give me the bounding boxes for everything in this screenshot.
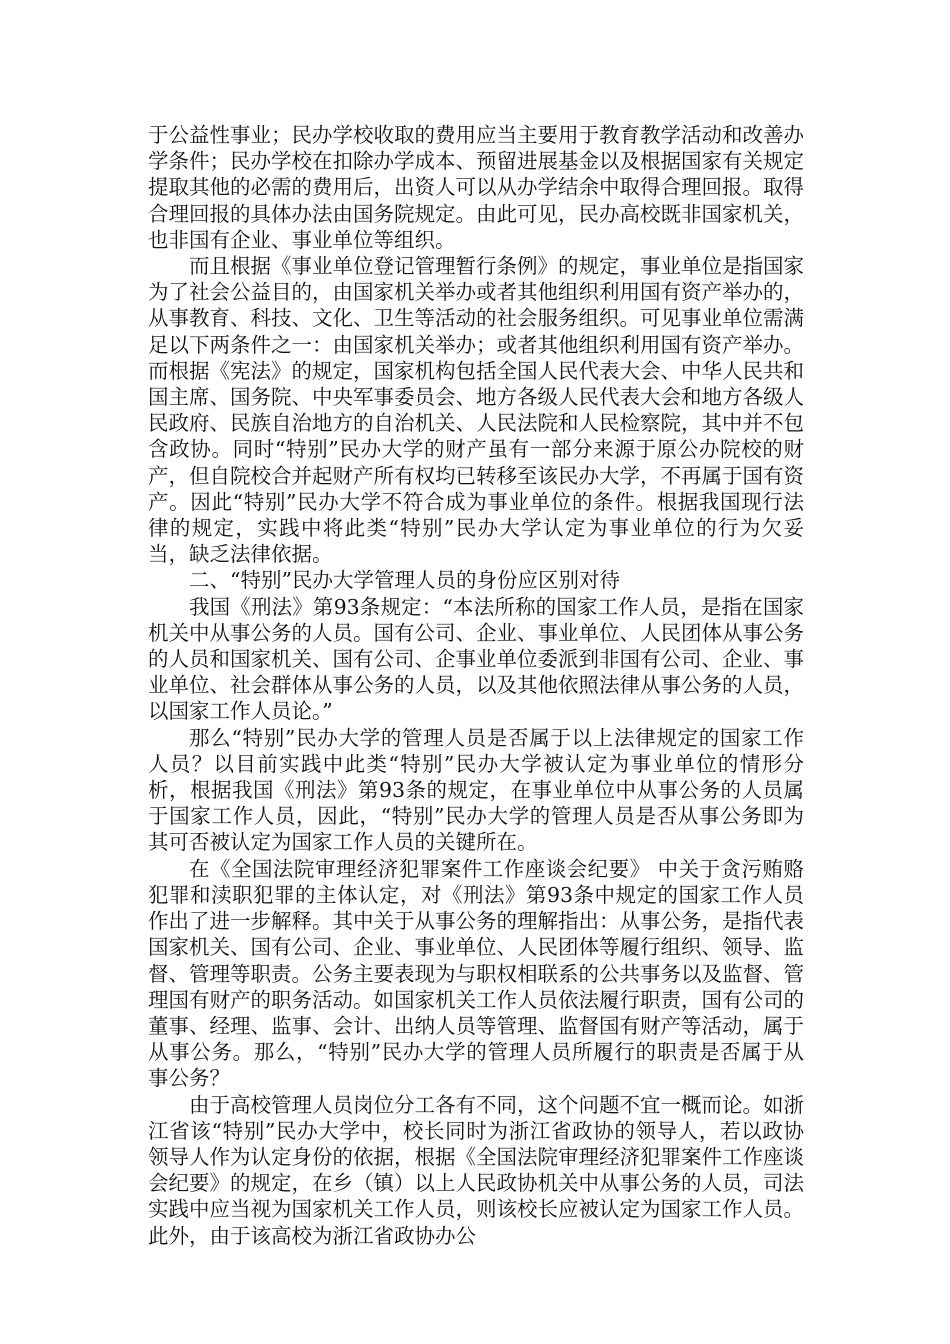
paragraph-6: 由于高校管理人员岗位分工各有不同，这个问题不宜一概而论。如浙江省该“特别”民办大学中，校长同时为浙江省政协的领导人，若以政协领导人作为认定身份的依据，根据《全国法院审理经济犯罪案件工作座谈会纪要》的规定，在乡（镇）以上人民政协机关中从事公务的人员，司法实践中应当视为国家机关工作人员，则该校长应被认定为国家工作人员。此外，由于该高校为浙江省政协办公 (148, 1092, 804, 1248)
paragraph-1: 于公益性事业；民办学校收取的费用应当主要用于教育教学活动和改善办学条件；民办学校在扣除办学成本、预留进展基金以及根据国家有关规定提取其他的必需的费用后，出资人可以从办学结余中取得合理回报。取得合理回报的具体办法由国务院规定。由此可见，民办高校既非国家机关，也非国有企业、事业单位等组织。 (148, 123, 804, 252)
paragraph-5: 在《全国法院审理经济犯罪案件工作座谈会纪要》 中关于贪污贿赂犯罪和渎职犯罪的主体认定，对《刑法》第93条中规定的国家工作人员作出了进一步解释。其中关于从事公务的理解指出：从事公务，是指代表国家机关、国有公司、企业、事业单位、人民团体等履行组织、领导、监督、管理等职责。公务主要表现为与职权相联系的公共事务以及监督、管理国有财产的职务活动。如国家机关工作人员依法履行职责，国有公司的董事、经理、监事、会计、出纳人员等管理、监督国有财产等活动，属于从事公务。那么，“特别”民办大学的管理人员所履行的职责是否属于从事公务？ (148, 856, 804, 1091)
section-heading: 二、“特别”民办大学管理人员的身份应区别对待 (189, 568, 620, 593)
paragraph-2: 而且根据《事业单位登记管理暂行条例》的规定，事业单位是指国家为了社会公益目的，由国家机关举办或者其他组织利用国有资产举办的，从事教育、科技、文化、卫生等活动的社会服务组织。可见事业单位需满足以下两条件之一：由国家机关举办；或者其他组织利用国有资产举办。而根据《宪法》的规定，国家机构包括全国人民代表大会、中华人民共和国主席、国务院、中央军事委员会、地方各级人民代表大会和地方各级人民政府、民族自治地方的自治机关、人民法院和人民检察院，其中并不包含政协。同时“特别”民办大学的财产虽有一部分来源于原公办院校的财产，但自院校合并起财产所有权均已转移至该民办大学，不再属于国有资产。因此“特别”民办大学不符合成为事业单位的条件。根据我国现行法律的规定，实践中将此类“特别”民办大学认定为事业单位的行为欠妥当，缺乏法律依据。 (148, 254, 804, 567)
document-page (148, 122, 804, 1249)
paragraph-3: 我国《刑法》第93条规定：“本法所称的国家工作人员，是指在国家机关中从事公务的人员。国有公司、企业、事业单位、人民团体从事公务的人员和国家机关、国有公司、企事业单位委派到非国有公司、企业、事业单位、社会群体从事公务的人员，以及其他依照法律从事公务的人员，以国家工作人员论。” (148, 594, 804, 724)
paragraph-4: 那么“特别”民办大学的管理人员是否属于以上法律规定的国家工作人员？以目前实践中此类“特别”民办大学被认定为事业单位的情形分析，根据我国《刑法》第93条的规定，在事业单位中从事公务的人员属于国家工作人员，因此，“特别”民办大学的管理人员是否从事公务即为其可否被认定为国家工作人员的关键所在。 (148, 725, 804, 855)
